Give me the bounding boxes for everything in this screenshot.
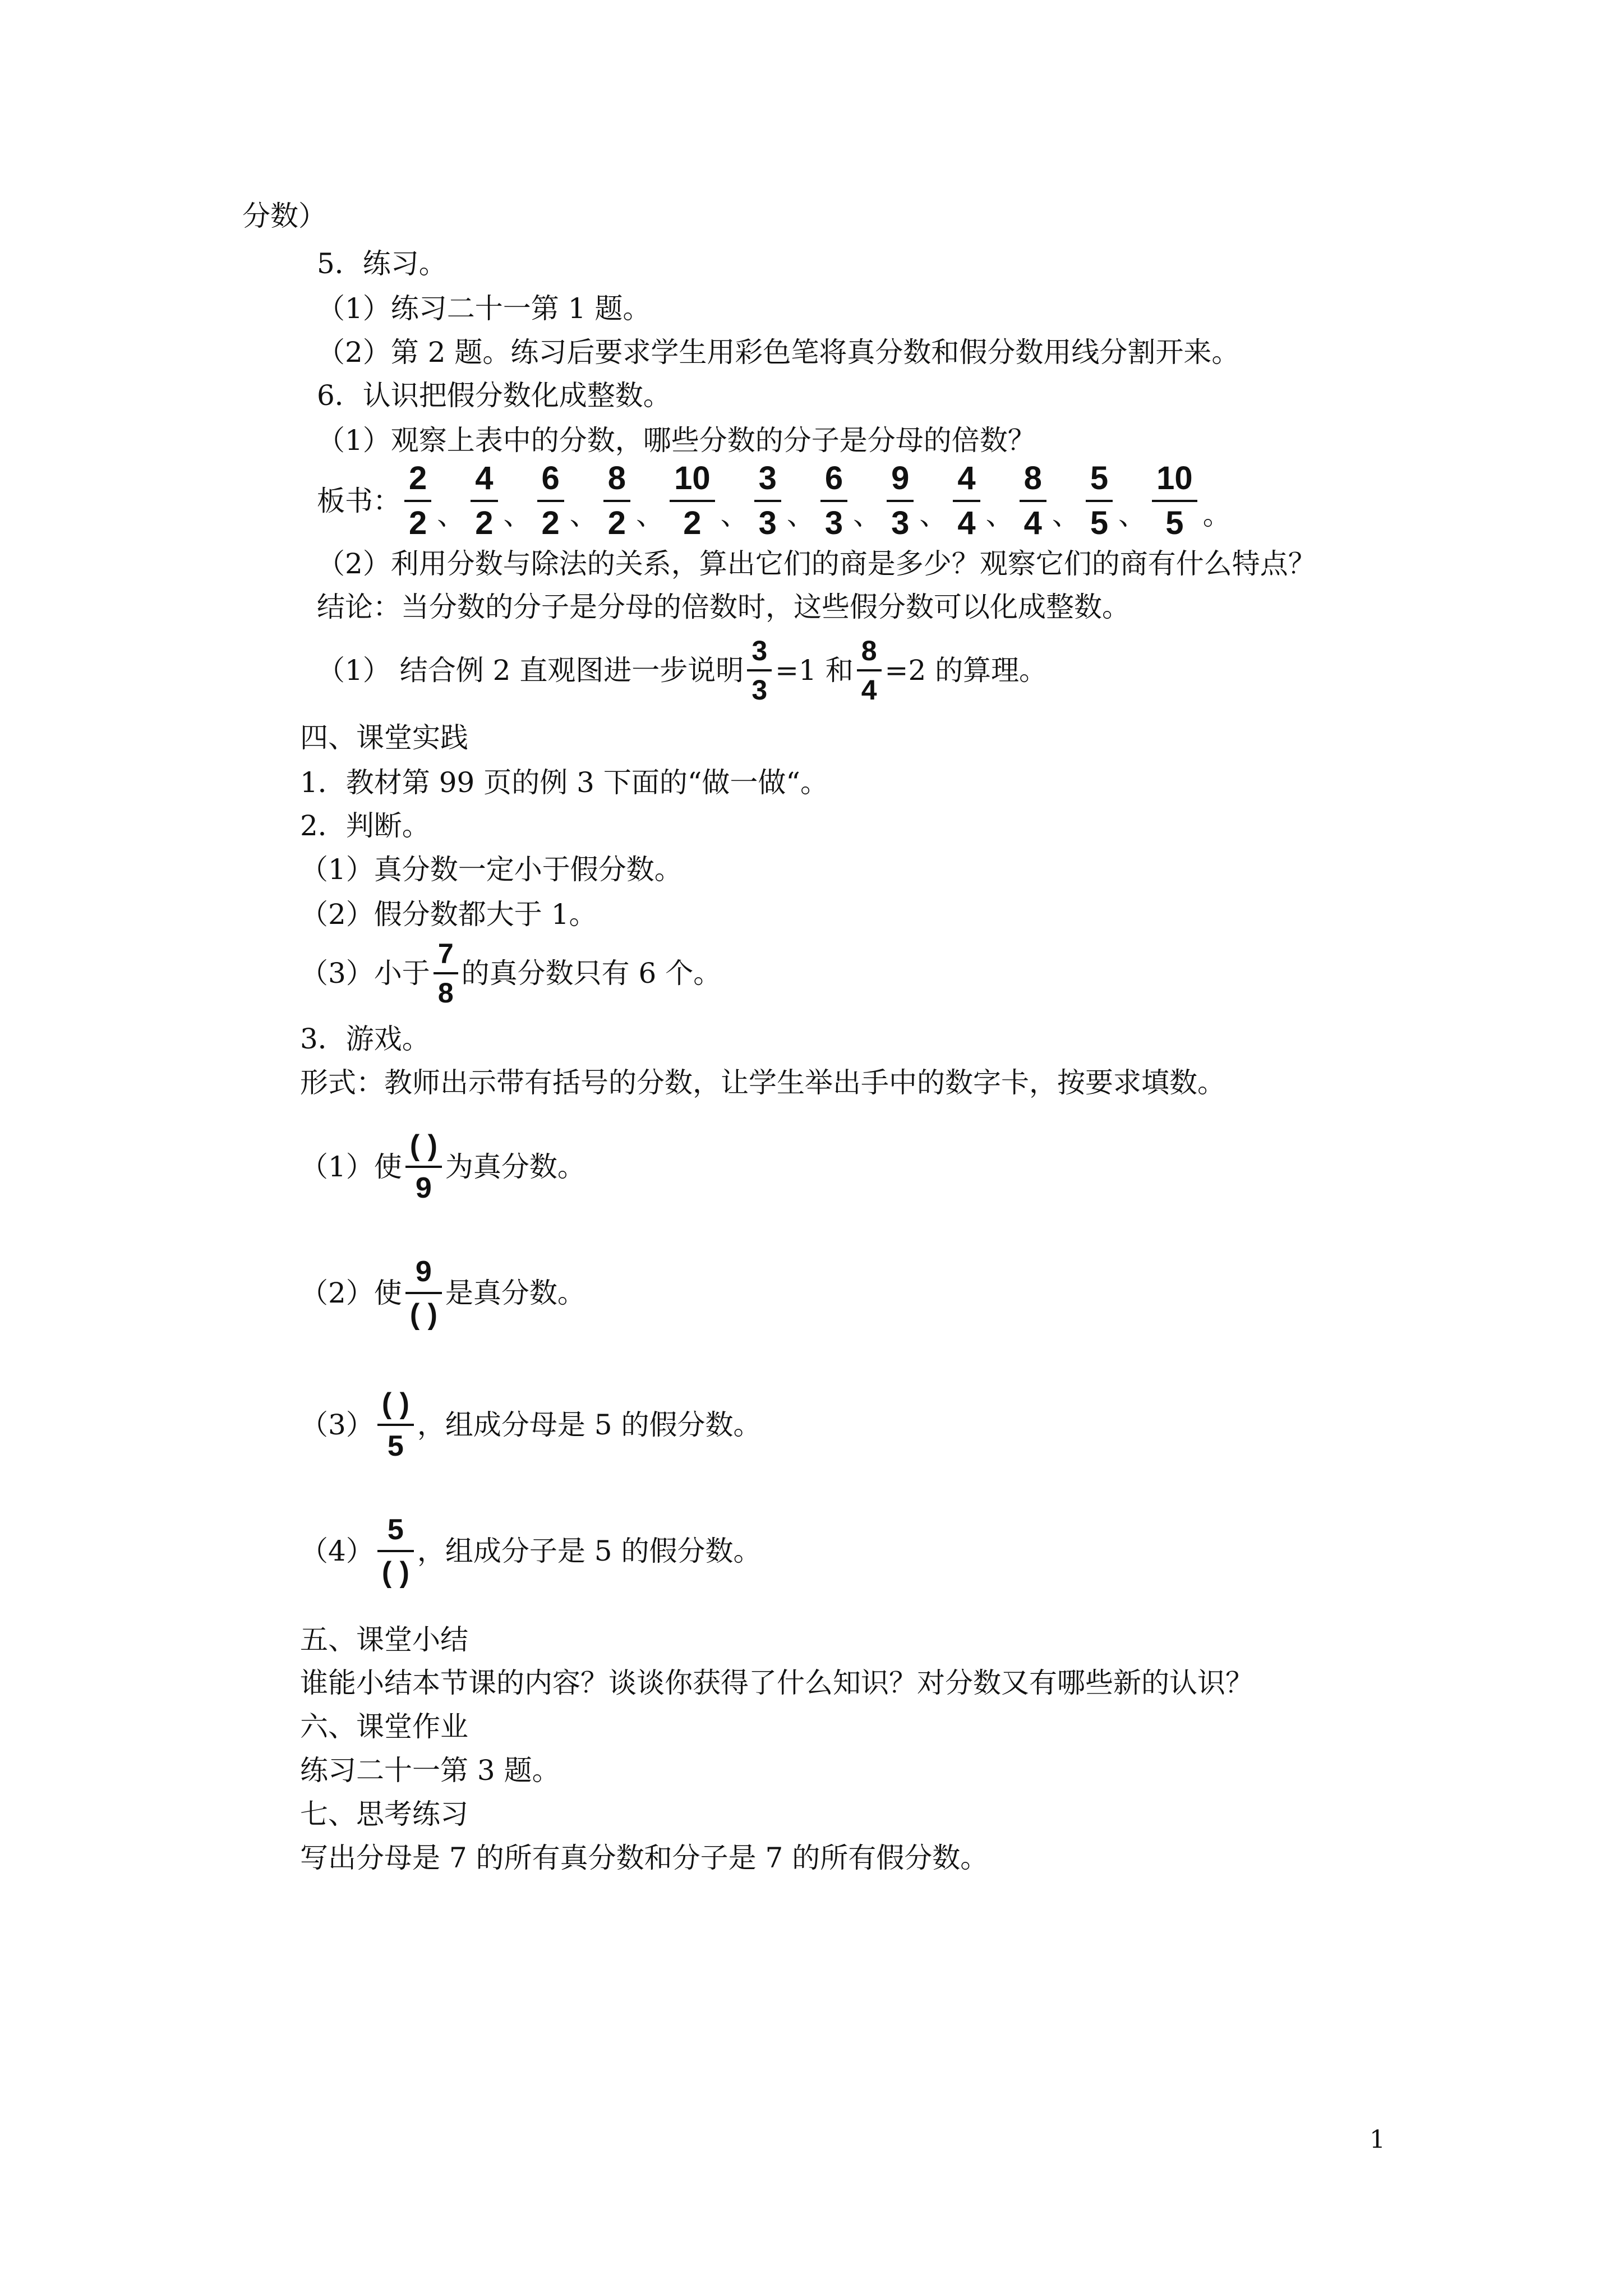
game-item [300,1380,762,1470]
text-line [317,292,651,325]
fraction-numerator: 5 [1090,460,1109,496]
fraction-numerator: 7 [437,938,454,969]
fraction-bar [603,500,630,502]
fraction [405,1129,442,1205]
fraction-denominator: 2 [607,505,626,541]
line-text: （2）假分数都大于 1。 [300,898,597,931]
page-number: 1 [1370,2125,1385,2154]
line-text: （1）真分数一定小于假分数。 [300,853,683,886]
fraction-denominator: 3 [824,505,843,541]
line-text: 五、课堂小结 [300,1623,468,1656]
text-line [300,766,828,799]
fraction-numerator: 3 [758,460,777,496]
board-fractions-row [317,459,1231,543]
section-heading [300,1797,468,1831]
fraction-bar [953,500,980,502]
section-heading [300,1710,468,1743]
fraction [377,1387,414,1463]
line-text: 结论：当分数的分子是分母的倍数时，这些假分数可以化成整数。 [317,591,1130,623]
line-text: ，组成分母是 5 的假分数。 [417,1409,762,1441]
fraction-bar [857,669,882,671]
fraction-bar [404,500,431,502]
fraction-bar [754,500,781,502]
separator: 、 [919,499,948,531]
fraction-bar [471,500,497,502]
separator: 、 [720,499,749,531]
line-text: 5．练习。 [317,247,447,280]
line-text: 四、课堂实践 [300,721,468,754]
text-line [317,379,671,412]
fraction-denominator: 4 [861,674,877,706]
fraction-numerator: 8 [861,635,877,666]
line-text: （1）使 [300,1151,402,1183]
fraction-denominator: 4 [1023,505,1042,541]
line-text: 分数） [242,200,326,232]
fraction-denominator: 3 [891,505,910,541]
fraction-denominator: 5 [1090,505,1109,541]
fraction [747,636,772,705]
fraction-bar [820,500,847,502]
section-heading [300,1623,468,1657]
text-line [300,853,683,886]
fraction-bar [887,500,914,502]
fraction-bar [1086,500,1113,502]
fraction-denominator: 2 [541,505,560,541]
board-fraction [471,461,497,541]
fraction [377,1513,414,1589]
fraction-denominator: ( ) [409,1298,437,1331]
separator: 、 [786,499,815,531]
fraction-denominator: ( ) [381,1556,409,1589]
fraction-denominator: 3 [751,674,768,706]
text-line [317,628,1047,712]
fraction-bar [377,1424,414,1426]
board-fraction [887,461,914,541]
fraction [405,1255,442,1331]
fraction [434,938,458,1008]
text-line [300,809,430,843]
text-line [317,590,1130,624]
line-text: 写出分母是 7 的所有真分数和分子是 7 的所有假分数。 [300,1842,989,1874]
fraction-numerator: 6 [541,460,560,496]
fraction-numerator: 9 [415,1255,432,1288]
fraction-denominator: 9 [415,1172,432,1204]
fraction-bar [405,1292,442,1294]
fraction-denominator: 5 [387,1430,404,1462]
fraction-bar [1152,500,1197,502]
fraction-bar [434,972,458,974]
line-text: 1．教材第 99 页的例 3 下面的“做一做“。 [300,766,828,799]
text-line [300,1754,560,1787]
text-line [300,1022,430,1056]
fraction-numerator: 10 [674,460,711,496]
line-text: 练习二十一第 3 题。 [300,1754,560,1787]
line-text: 3．游戏。 [300,1023,430,1055]
game-item [300,1506,762,1596]
board-fraction [537,461,564,541]
board-fraction [1086,461,1113,541]
text-line [317,424,1036,457]
line-text: 的真分数只有 6 个。 [461,957,722,990]
fraction-bar [1020,500,1046,502]
fraction-numerator: 3 [751,635,768,666]
text-line [300,1841,988,1875]
fraction-bar [537,500,564,502]
line-text: （2）利用分数与除法的关系，算出它们的商是多少？观察它们的商有什么特点？ [317,547,1316,580]
fraction-numerator: ( ) [381,1387,409,1420]
fraction-numerator: 4 [957,460,976,496]
fraction-numerator: 8 [1023,460,1042,496]
line-text: 七、思考练习 [300,1798,468,1830]
line-text: （2）第 2 题。练习后要求学生用彩色笔将真分数和假分数用线分割开来。 [317,336,1240,369]
text-line [300,1066,1225,1099]
separator: 、 [636,499,665,531]
text-line [317,547,1316,581]
board-fraction [603,461,630,541]
separator: 、 [437,499,465,531]
board-fraction [953,461,980,541]
fraction-denominator: 2 [475,505,494,541]
fraction-numerator: 2 [409,460,427,496]
fraction-bar [405,1166,442,1168]
board-label: 板书： [317,485,401,517]
separator: 、 [503,499,532,531]
text-line [242,199,326,233]
line-text: 为真分数。 [445,1151,585,1183]
line-text: 六、课堂作业 [300,1710,468,1743]
board-fraction [670,461,715,541]
line-text: （1）观察上表中的分数，哪些分数的分子是分母的倍数？ [317,424,1036,457]
game-item [300,1122,585,1212]
fraction-denominator: 5 [1165,505,1184,541]
separator: 、 [985,499,1014,531]
fraction-denominator: 3 [758,505,777,541]
board-fraction [754,461,781,541]
line-text: （4） [300,1535,374,1567]
period: 。 [1202,499,1231,531]
line-text: （2）使 [300,1277,402,1309]
fraction-numerator: 8 [607,460,626,496]
fraction-denominator: 8 [437,977,454,1009]
fraction-numerator: 5 [387,1513,404,1546]
game-item [300,1248,585,1338]
line-text: （3） [300,1409,374,1441]
line-text: 形式：教师出示带有括号的分数，让学生举出手中的数字卡，按要求填数。 [300,1066,1225,1099]
line-text: （3）小于 [300,957,430,990]
board-fraction [820,461,847,541]
line-text: 6．认识把假分数化成整数。 [317,379,671,412]
fraction-bar [747,669,772,671]
separator: 、 [1052,499,1080,531]
line-text: 谁能小结本节课的内容？谈谈你获得了什么知识？对分数又有哪些新的认识？ [300,1667,1253,1699]
fraction-denominator: 2 [683,505,702,541]
line-text: （1）练习二十一第 1 题。 [317,292,651,325]
text-line [300,931,721,1015]
line-text: 是真分数。 [445,1277,585,1309]
separator: 、 [1118,499,1147,531]
text-line [300,1666,1253,1700]
fraction-denominator: 4 [957,505,976,541]
line-text: =2 的算理。 [884,654,1048,687]
fraction-bar [377,1550,414,1552]
fraction-numerator: 10 [1156,460,1193,496]
line-text: 2．判断。 [300,809,430,842]
separator: 、 [569,499,598,531]
line-text: ，组成分子是 5 的假分数。 [417,1535,762,1567]
fraction-numerator: ( ) [409,1129,437,1162]
fraction-numerator: 6 [824,460,843,496]
fraction-denominator: 2 [409,505,427,541]
fraction-bar [670,500,715,502]
board-fraction [1152,461,1197,541]
line-text: =1 和 [775,654,854,687]
line-text: （1） 结合例 2 直观图进一步说明 [317,654,744,687]
board-fraction [404,461,431,541]
section-heading [300,721,468,754]
separator: 、 [853,499,882,531]
text-line [317,247,447,280]
board-fraction [1020,461,1046,541]
fraction-numerator: 4 [475,460,494,496]
text-line [300,898,597,931]
fraction-numerator: 9 [891,460,910,496]
fraction [857,636,882,705]
text-line [317,335,1239,369]
